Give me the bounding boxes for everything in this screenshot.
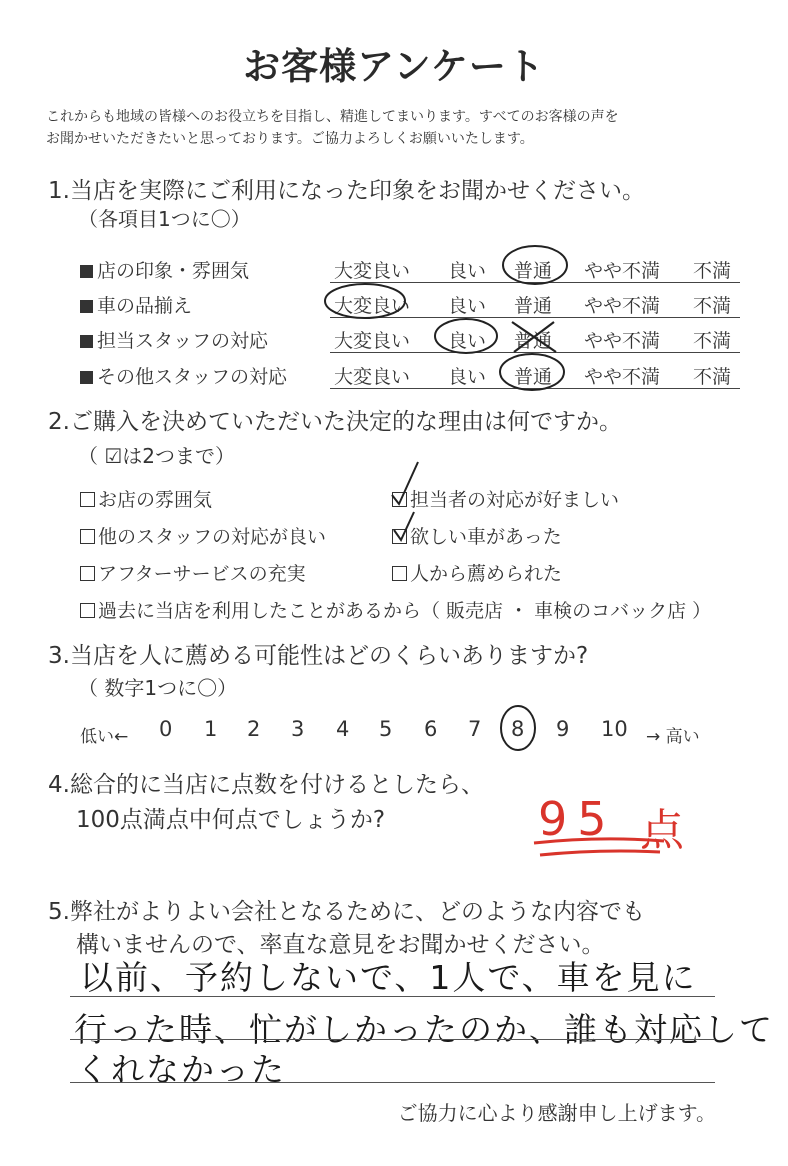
intro-line-2: お聞かせいただきたいと思っております。ご協力よろしくお願いいたします。	[46, 131, 534, 147]
answer-writing-line	[70, 1039, 715, 1040]
q1-row-underline	[330, 388, 740, 389]
q4-question-line-1: 4.総合的に当店に点数を付けるとしたら、	[48, 772, 484, 798]
q2-checkbox-item[interactable]	[80, 596, 711, 623]
q1-option[interactable]: 良い	[448, 366, 487, 388]
q2-item-label: アフターサービスの充実	[98, 563, 306, 585]
q1-row-underline	[330, 352, 740, 353]
q5-question-line-2: 構いませんので、率直な意見をお聞かせください。	[76, 932, 605, 958]
q2-instruction: （ ☑は2つまで）	[78, 444, 236, 468]
q2-checkbox-item[interactable]	[392, 522, 562, 549]
scale-number[interactable]: 9	[556, 717, 570, 741]
q2-item-label: 担当者の対応が好ましい	[410, 489, 620, 511]
q1-option[interactable]: やや不満	[584, 330, 661, 352]
square-bullet-icon	[80, 371, 93, 384]
q2-item-label: お店の雰囲気	[98, 489, 213, 511]
scale-low-label: 低い←	[80, 727, 129, 747]
q1-option[interactable]: 不満	[693, 366, 732, 388]
scale-number[interactable]: 10	[601, 717, 628, 741]
scale-number[interactable]: 2	[247, 717, 261, 741]
q1-row-underline	[330, 282, 740, 283]
q4-score-answer: 95	[538, 792, 617, 846]
q1-row-label-text: 車の品揃え	[97, 295, 193, 317]
q2-item-label: 過去に当店を利用したことがあるから（ 販売店 ・ 車検のコバック店 ）	[98, 600, 712, 622]
q1-option[interactable]: 大変良い	[334, 260, 411, 282]
checkbox-icon[interactable]	[80, 492, 95, 507]
scale-number[interactable]: 1	[204, 717, 218, 741]
checkbox-icon[interactable]	[80, 529, 95, 544]
square-bullet-icon	[80, 265, 93, 278]
q1-row-label	[80, 326, 268, 353]
q1-option[interactable]: やや不満	[584, 295, 661, 317]
scale-number[interactable]: 5	[379, 717, 393, 741]
checkbox-icon[interactable]	[392, 566, 407, 581]
q2-checkbox-item[interactable]	[80, 485, 212, 512]
q1-option[interactable]: 普通	[514, 330, 553, 352]
q2-checkbox-item[interactable]	[80, 522, 326, 549]
closing-message: ご協力に心より感謝申し上げます。	[397, 1101, 716, 1125]
q4-question-line-2: 100点満点中何点でしょうか?	[76, 807, 386, 833]
answer-writing-line	[70, 996, 715, 997]
q1-option[interactable]: 良い	[448, 330, 487, 352]
scale-number[interactable]: 7	[468, 717, 482, 741]
q1-option[interactable]: 良い	[448, 295, 487, 317]
q1-option[interactable]: やや不満	[584, 366, 661, 388]
scale-number[interactable]: 8	[511, 717, 525, 741]
checkbox-icon[interactable]	[80, 566, 95, 581]
q1-option[interactable]: やや不満	[584, 260, 661, 282]
checkbox-icon[interactable]	[392, 492, 407, 507]
checkbox-icon[interactable]	[80, 603, 95, 618]
q1-row-label	[80, 362, 287, 389]
q5-question-line-1: 5.弊社がよりよい会社となるために、どのような内容でも	[48, 899, 645, 925]
q3-question: 3.当店を人に薦める可能性はどのくらいありますか?	[48, 643, 589, 669]
q1-option[interactable]: 大変良い	[334, 295, 411, 317]
q3-instruction: （ 数字1つに〇）	[78, 676, 238, 700]
q1-instruction: （各項目1つに〇）	[78, 207, 251, 231]
q1-row-label-text: 担当スタッフの対応	[97, 330, 269, 352]
scale-number[interactable]: 6	[424, 717, 438, 741]
checkbox-icon[interactable]	[392, 529, 407, 544]
q1-option[interactable]: 不満	[693, 295, 732, 317]
q1-option[interactable]: 大変良い	[334, 330, 411, 352]
q2-question: 2.ご購入を決めていただいた決定的な理由は何ですか。	[48, 409, 622, 435]
scale-number[interactable]: 3	[291, 717, 305, 741]
q1-option[interactable]: 普通	[514, 366, 553, 388]
q4-score-unit: 点	[640, 805, 686, 856]
answer-writing-line	[70, 1082, 715, 1083]
q1-option[interactable]: 不満	[693, 330, 732, 352]
scale-number[interactable]: 4	[336, 717, 350, 741]
q5-answer-line-3: くれなかった	[76, 1050, 286, 1089]
q1-row-label-text: 店の印象・雰囲気	[97, 260, 250, 282]
q1-option[interactable]: 良い	[448, 260, 487, 282]
q1-option[interactable]: 不満	[693, 260, 732, 282]
q1-row-label-text: その他スタッフの対応	[97, 366, 288, 388]
q1-question: 1.当店を実際にご利用になった印象をお聞かせください。	[48, 178, 645, 204]
q1-option[interactable]: 大変良い	[334, 366, 411, 388]
page-title: お客様アンケート	[243, 45, 545, 88]
q2-checkbox-item[interactable]	[80, 559, 306, 586]
intro-line-1: これからも地域の皆様へのお役立ちを目指し、精進してまいります。すべてのお客様の声を	[46, 109, 619, 125]
square-bullet-icon	[80, 300, 93, 313]
q1-row-label	[80, 256, 249, 283]
q2-checkbox-item[interactable]	[392, 559, 562, 586]
square-bullet-icon	[80, 335, 93, 348]
q2-item-label: 他のスタッフの対応が良い	[98, 526, 327, 548]
q5-answer-line-2: 行った時、忙がしかったのか、誰も対応して	[74, 1010, 774, 1049]
q1-option[interactable]: 普通	[514, 260, 553, 282]
q2-checkbox-item[interactable]	[392, 485, 619, 512]
q1-option[interactable]: 普通	[514, 295, 553, 317]
scale-number[interactable]: 0	[159, 717, 173, 741]
q2-item-label: 欲しい車があった	[410, 526, 562, 548]
q1-row-label	[80, 291, 192, 318]
scale-high-label: → 高い	[646, 727, 700, 747]
q1-row-underline	[330, 317, 740, 318]
q2-item-label: 人から薦められた	[410, 563, 563, 585]
q5-answer-line-1: 以前、予約しないで、1人で、車を見に	[80, 958, 697, 997]
